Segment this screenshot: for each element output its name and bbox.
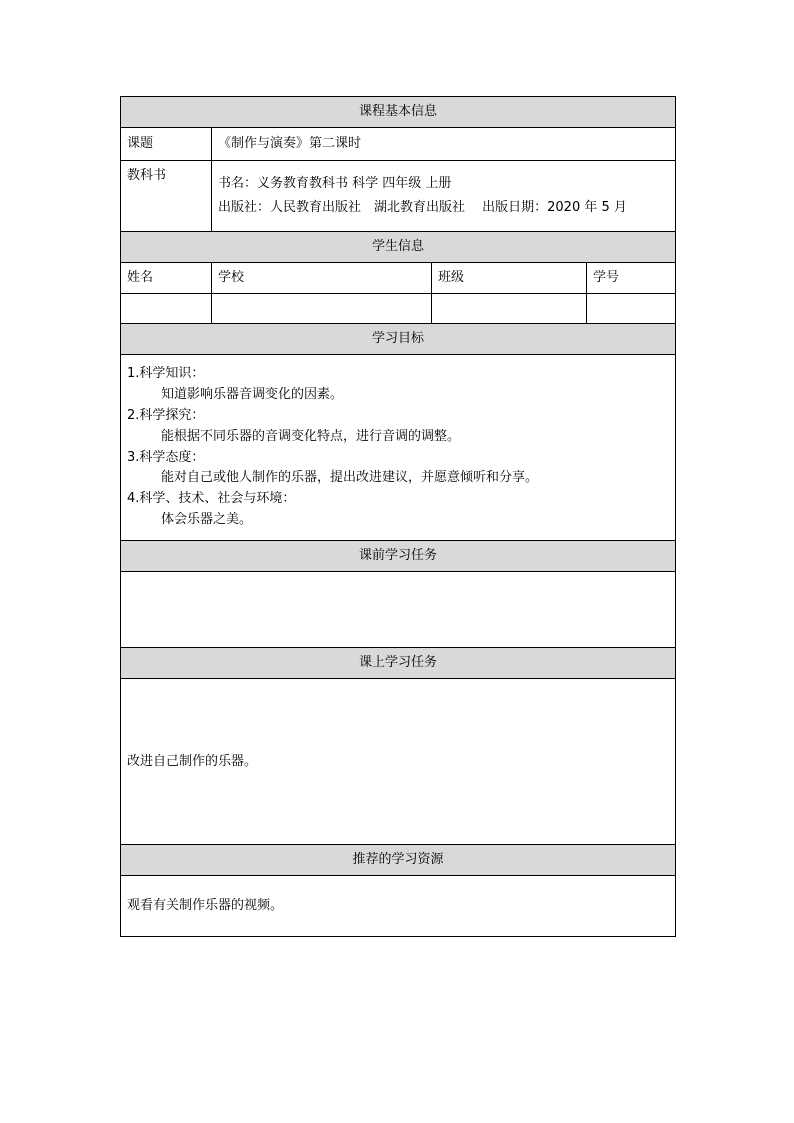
objectives-heading: 学习目标 (121, 324, 676, 355)
textbook-details (212, 161, 676, 232)
pre-class-heading: 课前学习任务 (121, 541, 676, 572)
objective-title: 1.科学知识： (127, 366, 205, 382)
pre-class-content (121, 572, 676, 648)
objective-detail: 体会乐器之美。 (161, 511, 253, 527)
book-name: 书名：义务教育教科书 科学 四年级 上册 (218, 176, 452, 191)
objectives-list (121, 355, 676, 541)
in-class-task: 改进自己制作的乐器。 (121, 679, 676, 845)
student-info-heading: 学生信息 (121, 232, 676, 263)
school-field[interactable] (212, 294, 432, 324)
publisher-info: 出版社：人民教育出版社 湖北教育出版社 出版日期：2020 年 5 月 (218, 200, 627, 215)
objective-detail: 能根据不同乐器的音调变化特点，进行音调的调整。 (161, 428, 461, 444)
resources-heading: 推荐的学习资源 (121, 845, 676, 876)
textbook-label: 教科书 (121, 161, 212, 232)
class-column-header: 班级 (432, 263, 587, 294)
resources-text: 观看有关制作乐器的视频。 (121, 876, 676, 937)
student-id-column-header: 学号 (587, 263, 676, 294)
class-field[interactable] (432, 294, 587, 324)
objective-detail: 知道影响乐器音调变化的因素。 (161, 387, 344, 403)
basic-info-heading: 课程基本信息 (121, 97, 676, 128)
lesson-info-form (120, 96, 676, 937)
name-field[interactable] (121, 294, 212, 324)
objective-detail: 能对自己或他人制作的乐器，提出改进建议，并愿意倾听和分享。 (161, 470, 539, 486)
objective-title: 4.科学、技术、社会与环境： (127, 491, 296, 507)
name-column-header: 姓名 (121, 263, 212, 294)
objective-title: 2.科学探究： (127, 407, 205, 423)
topic-label: 课题 (121, 128, 212, 161)
student-id-field[interactable] (587, 294, 676, 324)
topic-value: 《制作与演奏》第二课时 (212, 128, 676, 161)
school-column-header: 学校 (212, 263, 432, 294)
objective-title: 3.科学态度： (127, 449, 205, 465)
in-class-heading: 课上学习任务 (121, 648, 676, 679)
